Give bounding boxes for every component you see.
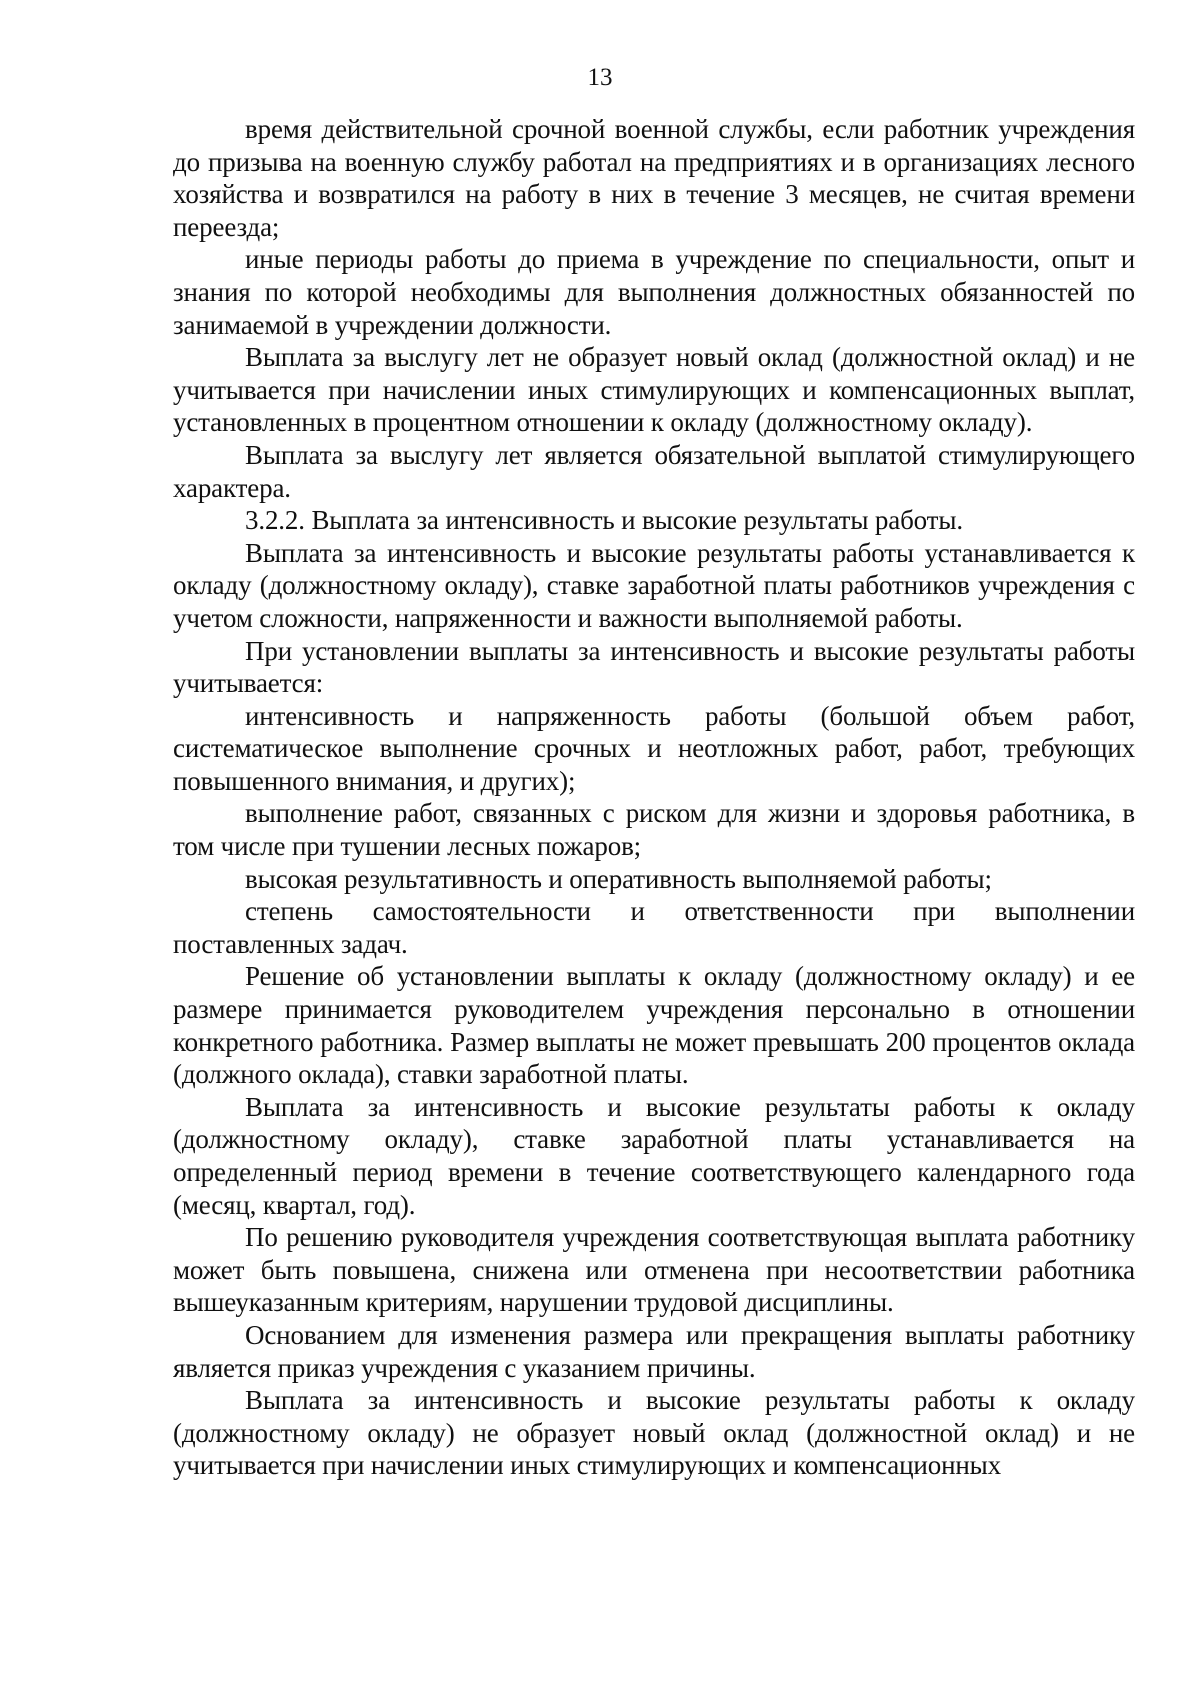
paragraph: Выплата за интенсивность и высокие результаты работы к окладу (должностному окладу) не образует новый оклад (должностной оклад) и не учитывается при начислении иных стимулирующих и компенсационных [173,1385,1135,1481]
section-heading: 3.2.2. Выплата за интенсивность и высокие результаты работы. [245,505,963,536]
paragraph: Выплата за выслугу лет не образует новый оклад (должностной оклад) и не учитывается при начислении иных стимулирующих и компенсационных выплат, установленных в процентном отношении к окладу (должностному окладу). [173,342,1135,438]
paragraph: По решению руководителя учреждения соответствующая выплата работнику может быть повышена, снижена или отменена при несоответствии работника вышеуказанным критериям, нарушении трудовой дисциплины. [173,1222,1135,1318]
list-item: интенсивность и напряженность работы (большой объем работ, систематическое выполнение срочных и неотложных работ, работ, требующих повышенного внимания, и других); [173,700,1135,796]
paragraph: иные периоды работы до приема в учреждение по специальности, опыт и знания по которой необходимы для выполнения должностных обязанностей по занимаемой в учреждении должности. [173,244,1135,340]
document-body [173,113,1135,1482]
paragraph: Выплата за интенсивность и высокие результаты работы к окладу (должностному окладу), ставке заработной платы устанавливается на определенный период времени в течение соответствующего календарного года (месяц, квартал, год). [173,1091,1135,1220]
paragraph: Выплата за выслугу лет является обязательной выплатой стимулирующего характера. [173,439,1135,503]
paragraph: время действительной срочной военной службы, если работник учреждения до призыва на военную службу работал на предприятиях и в организациях лесного хозяйства и возвратился на работу в них в течение 3 месяцев, не считая времени переезда; [173,114,1135,242]
paragraph: Основанием для изменения размера или прекращения выплаты работнику является приказ учреждения с указанием причины. [173,1319,1135,1383]
paragraph: Выплата за интенсивность и высокие результаты работы устанавливается к окладу (должностному окладу), ставке заработной платы работников учреждения с учетом сложности, напряженности и важности выполняемой работы. [173,537,1135,633]
list-item: высокая результативность и оперативность выполняемой работы; [245,863,992,894]
paragraph: При установлении выплаты за интенсивность и высокие результаты работы учитывается: [173,635,1135,699]
paragraph: Решение об установлении выплаты к окладу (должностному окладу) и ее размере принимается руководителем учреждения персонально в отношении конкретного работника. Размер выплаты не может превышать 200 процентов оклада (должного оклада), ставки заработной платы. [173,961,1135,1090]
list-item: степень самостоятельности и ответственности при выполнении поставленных задач. [173,896,1135,959]
page-number: 13 [587,64,613,91]
list-item: выполнение работ, связанных с риском для жизни и здоровья работника, в том числе при тушении лесных пожаров; [173,798,1135,862]
